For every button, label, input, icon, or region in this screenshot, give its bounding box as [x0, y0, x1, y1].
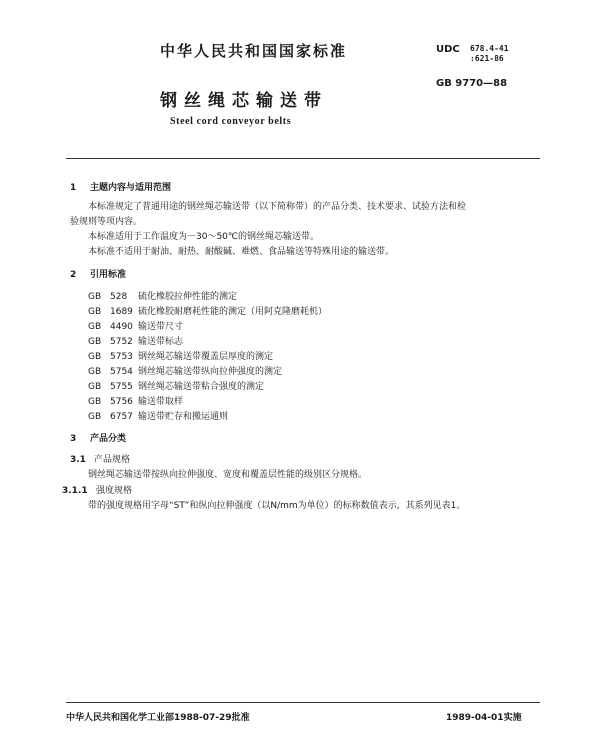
reference-row: GB 5754 钢丝绳芯输送带纵向拉伸强度的测定 — [88, 367, 283, 377]
section-number: 3 — [70, 434, 77, 444]
issuing-authority-title: 中华人民共和国国家标准 — [160, 42, 348, 60]
udc-label: UDC — [436, 44, 460, 55]
section-title: 产品分类 — [90, 434, 127, 444]
reference-row: GB 5756 输送带取样 — [88, 397, 184, 407]
reference-row: GB 6757 输送带贮存和搬运通则 — [88, 412, 229, 422]
paragraph-line: 本标准不适用于耐油、耐热、耐酸碱、难燃、食品输送等特殊用途的输送带。 — [88, 247, 395, 257]
reference-row: GB 4490 输送带尺寸 — [88, 322, 184, 332]
udc-code-line-2: :621-86 — [470, 54, 504, 63]
section-title: 引用标准 — [90, 270, 127, 280]
document-title: 钢丝绳芯输送带 — [160, 91, 328, 111]
subsection-title: 产品规格 — [94, 455, 131, 465]
reference-row: GB 5752 输送带标志 — [88, 337, 184, 347]
implementation-date: 1989-04-01实施 — [446, 713, 522, 723]
document-title-english: Steel cord conveyor belts — [170, 116, 292, 127]
section-2-heading — [70, 267, 126, 280]
subsection-title: 强度规格 — [96, 486, 133, 496]
section-number: 1 — [70, 183, 77, 193]
section-1-heading — [70, 180, 171, 193]
subsection-3-1-heading — [70, 452, 130, 465]
section-title: 主题内容与适用范围 — [90, 183, 172, 193]
paragraph-line: 本标准规定了普通用途的钢丝绳芯输送带（以下简称带）的产品分类、技术要求、试验方法和检 — [88, 202, 467, 212]
reference-row: GB 528 硫化橡胶拉伸性能的测定 — [88, 292, 238, 302]
footer-divider — [66, 702, 540, 703]
approval-note: 中华人民共和国化学工业部1988-07-29批准 — [66, 713, 250, 723]
paragraph-line: 钢丝绳芯输送带按纵向拉伸强度、宽度和覆盖层性能的级别区分规格。 — [88, 470, 368, 480]
udc-code-line-1: 678.4-41 — [470, 44, 509, 53]
reference-row: GB 1689 硫化橡胶耐磨耗性能的测定（用阿克隆磨耗机） — [88, 307, 328, 317]
subsection-3-1-1-heading — [62, 483, 132, 496]
paragraph-line: 本标准适用于工作温度为－30～50℃的钢丝绳芯输送带。 — [88, 232, 320, 242]
gb-standard-number: GB 9770—88 — [436, 78, 508, 89]
subsection-number: 3.1 — [70, 455, 86, 465]
header-divider — [66, 158, 540, 159]
paragraph-line: 带的强度规格用字母“ST”和纵向拉伸强度（以N/mm为单位）的标称数值表示，其系列见表1。 — [88, 501, 466, 511]
reference-row: GB 5755 钢丝绳芯输送带粘合强度的测定 — [88, 382, 265, 392]
udc-code — [470, 44, 509, 64]
section-3-heading — [70, 431, 126, 444]
subsection-number: 3.1.1 — [62, 486, 88, 496]
reference-row: GB 5753 钢丝绳芯输送带覆盖层厚度的测定 — [88, 352, 274, 362]
paragraph-line: 验规则等项内容。 — [70, 217, 143, 227]
section-number: 2 — [70, 270, 77, 280]
